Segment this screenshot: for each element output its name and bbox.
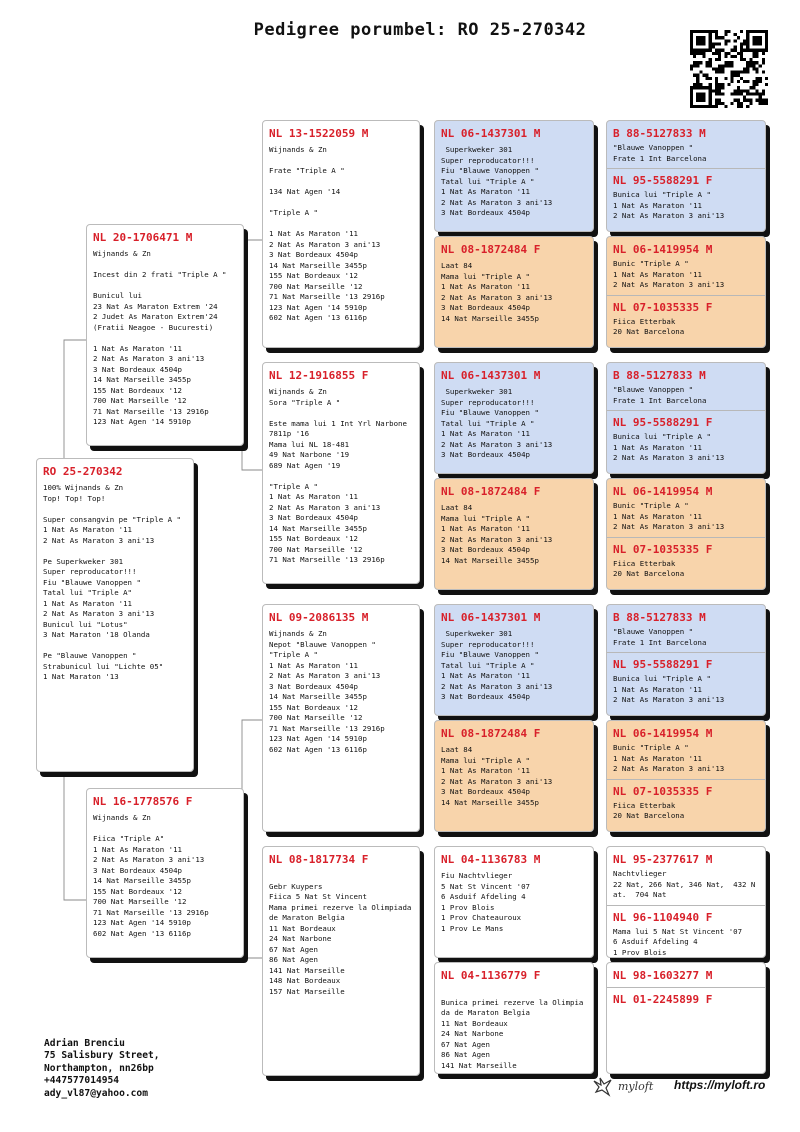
pedigree-line: 3 Nat Bordeaux 4504p bbox=[441, 303, 530, 312]
pedigree-line: 1 Nat As Maraton '11 bbox=[441, 766, 530, 775]
pedigree-line: 14 Nat Marseille 3455p bbox=[93, 876, 191, 885]
pedigree-line: 123 Nat Agen '14 5910p bbox=[269, 302, 367, 312]
great-great-grandparents-card bbox=[606, 604, 766, 716]
pedigree-line: Bunica primei rezerve la Olimpia bbox=[441, 997, 584, 1007]
great-grandparent-card bbox=[434, 478, 594, 590]
pedigree-line: Incest din 2 frati "Triple A " bbox=[93, 270, 227, 279]
sire-card bbox=[86, 224, 244, 446]
great-great-grandparents-card bbox=[606, 236, 766, 348]
pedigree-line: 2 Nat As Maraton 3 ani'13 bbox=[441, 776, 553, 786]
card-divider bbox=[607, 295, 765, 296]
pedigree-line bbox=[93, 281, 238, 292]
pedigree-line: 602 Nat Agen '13 6116p bbox=[93, 928, 191, 938]
great-great-grandparents-card bbox=[606, 362, 766, 474]
ring-number: NL 06-1437301 M bbox=[441, 611, 541, 624]
pedigree-line: 148 Nat Bordeaux bbox=[269, 976, 341, 985]
pedigree-line: 123 Nat Agen '14 5910p bbox=[93, 918, 191, 927]
pedigree-line: 2 Nat As Maraton 3 ani'13 bbox=[43, 609, 155, 618]
pedigree-line: "Triple A " bbox=[269, 650, 318, 659]
pedigree-line bbox=[43, 504, 188, 515]
pedigree-line: 14 Nat Marseille 3455p bbox=[441, 797, 539, 807]
pedigree-line: "Triple A " bbox=[269, 208, 318, 217]
pedigree-line: Fiu "Blauwe Vanoppen " bbox=[441, 650, 539, 659]
page-title: Pedigree porumbel: RO 25-270342 bbox=[253, 20, 587, 40]
pedigree-line: 602 Nat Agen '13 6116p bbox=[269, 744, 367, 754]
pedigree-line: Fiica 5 Nat St Vincent bbox=[269, 892, 367, 901]
pedigree-line: Fiica Etterbak bbox=[613, 800, 676, 810]
pedigree-line: 1 Nat As Maraton '11 bbox=[93, 343, 182, 353]
pedigree-line bbox=[269, 177, 414, 188]
pedigree-line: Super reproducator!!! bbox=[441, 155, 535, 165]
connector-line bbox=[242, 720, 262, 958]
pedigree-line: 1 Nat As Maraton '11 bbox=[613, 684, 702, 694]
pedigree-line: Super reproducator!!! bbox=[441, 639, 535, 649]
pedigree-line: Laat 84 bbox=[441, 261, 473, 270]
pedigree-line: Bunic "Triple A " bbox=[613, 501, 689, 510]
pedigree-line: 2 Nat As Maraton 3 ani'13 bbox=[613, 280, 725, 289]
pedigree-line: 67 Nat Agen bbox=[441, 1039, 490, 1049]
pedigree-line: Fiu "Blauwe Vanoppen " bbox=[441, 166, 539, 175]
pedigree-line: 1 Nat Maraton '13 bbox=[43, 672, 119, 681]
ring-number: NL 08-1872484 F bbox=[441, 727, 541, 740]
great-grandparent-card bbox=[434, 962, 594, 1074]
pedigree-line: 3 Nat Bordeaux 4504p bbox=[441, 545, 530, 554]
pedigree-line: 155 Nat Bordeaux '12 bbox=[269, 534, 358, 543]
ring-number: NL 06-1437301 M bbox=[441, 127, 541, 140]
pedigree-line: Nachtvlieger bbox=[613, 869, 667, 878]
pedigree-line: 157 Nat Marseille bbox=[269, 986, 345, 996]
pedigree-line: 14 Nat Marseille 3455p bbox=[269, 523, 367, 533]
pedigree-line: Strabunicul lui "Lichte 05" bbox=[43, 661, 164, 671]
pedigree-line: Wijnands & Zn bbox=[93, 249, 151, 258]
pedigree-line: Laat 84 bbox=[441, 503, 473, 512]
dam-card bbox=[86, 788, 244, 958]
great-grandparent-card bbox=[434, 362, 594, 474]
owner-phone: +447577014954 bbox=[44, 1075, 120, 1087]
ring-number: NL 08-1817734 F bbox=[269, 853, 369, 866]
pedigree-line: 2 Nat As Maraton 3 ani'13 bbox=[93, 354, 205, 363]
pedigree-line: Frate 1 Int Barcelona bbox=[613, 395, 707, 405]
ring-number: NL 06-1419954 M bbox=[613, 727, 713, 740]
pedigree-line: 3 Nat Maraton '18 Olanda bbox=[43, 630, 150, 639]
card-divider bbox=[607, 905, 765, 906]
grandparent-card bbox=[262, 362, 420, 584]
pedigree-line: 134 Nat Agen '14 bbox=[269, 187, 341, 196]
pedigree-line: Super consangvin pe "Triple A " bbox=[43, 514, 181, 524]
great-grandparent-card bbox=[434, 604, 594, 716]
ring-number: NL 04-1136779 F bbox=[441, 969, 541, 982]
ring-number: NL 12-1916855 F bbox=[269, 369, 369, 382]
pedigree-line: 71 Nat Marseille '13 2916p bbox=[93, 907, 209, 917]
ring-number: NL 04-1136783 M bbox=[441, 853, 541, 866]
pedigree-line bbox=[93, 333, 238, 344]
pedigree-line: 155 Nat Bordeaux '12 bbox=[269, 271, 358, 280]
pedigree-line: "Triple A " bbox=[269, 481, 318, 491]
ring-number: RO 25-270342 bbox=[43, 465, 123, 478]
pedigree-line: Fiu "Blauwe Vanoppen " bbox=[441, 408, 539, 417]
pedigree-line: da de Maraton Belgia bbox=[441, 1008, 530, 1017]
great-grandparent-card bbox=[434, 120, 594, 232]
pedigree-line: 2 Nat As Maraton 3 ani'13 bbox=[441, 534, 553, 544]
pedigree-line: Sora "Triple A " bbox=[269, 397, 341, 407]
ring-number: NL 08-1872484 F bbox=[441, 243, 541, 256]
pedigree-line bbox=[93, 824, 238, 835]
ring-number: NL 96-1104940 F bbox=[613, 910, 713, 924]
pedigree-line: 2 Nat As Maraton 3 ani'13 bbox=[613, 453, 725, 462]
pedigree-line: Fiu Nachtvlieger bbox=[441, 871, 513, 880]
owner-address-2: Northampton, nn26bp bbox=[44, 1062, 154, 1074]
card-divider bbox=[607, 168, 765, 169]
ring-number: B 88-5127833 M bbox=[613, 369, 706, 382]
pedigree-line: 14 Nat Marseille 3455p bbox=[269, 692, 367, 701]
great-grandparent-card bbox=[434, 236, 594, 348]
pedigree-line: 14 Nat Marseille 3455p bbox=[269, 260, 367, 270]
ring-number: NL 20-1706471 M bbox=[93, 231, 193, 244]
pedigree-line: Nepot "Blauwe Vanoppen " bbox=[269, 639, 376, 649]
owner-email[interactable]: ady_vl87@yahoo.com bbox=[44, 1087, 148, 1099]
ring-number: NL 06-1419954 M bbox=[613, 243, 713, 256]
pedigree-line: 2 Nat As Maraton 3 ani'13 bbox=[613, 522, 725, 531]
pedigree-line: 3 Nat Bordeaux 4504p bbox=[269, 513, 358, 522]
pedigree-line: 1 Nat As Maraton '11 bbox=[269, 229, 358, 238]
pedigree-line: 1 Nat As Maraton '11 bbox=[613, 442, 702, 452]
pedigree-line: 7811p '16 bbox=[269, 429, 310, 438]
pedigree-line: 20 Nat Barcelona bbox=[613, 327, 685, 336]
pedigree-line: 700 Nat Marseille '12 bbox=[269, 281, 363, 291]
pedigree-line: Mama lui 5 Nat St Vincent '07 bbox=[613, 926, 743, 936]
pedigree-line: Tatal lui "Triple A" bbox=[43, 588, 132, 597]
ring-number: NL 07-1035335 F bbox=[613, 542, 713, 556]
pedigree-line: 1 Nat As Maraton '11 bbox=[441, 429, 530, 438]
pedigree-line: Bunicul lui "Lotus" bbox=[43, 619, 128, 629]
pedigree-line: 689 Nat Agen '19 bbox=[269, 460, 341, 470]
ring-number: NL 95-5588291 F bbox=[613, 658, 713, 671]
pedigree-line: 602 Nat Agen '13 6116p bbox=[269, 313, 367, 322]
pedigree-line: 100% Wijnands & Zn bbox=[43, 483, 124, 492]
ring-number: NL 07-1035335 F bbox=[613, 300, 713, 314]
ring-number: NL 95-5588291 F bbox=[613, 174, 713, 187]
pedigree-line: 1 Prov Blois bbox=[441, 902, 495, 912]
ring-number: NL 01-2245899 F bbox=[613, 993, 713, 1006]
pedigree-line: 1 Nat As Maraton '11 bbox=[269, 660, 358, 670]
pedigree-line bbox=[269, 219, 414, 230]
pedigree-line: 2 Nat As Maraton 3 ani'13 bbox=[269, 502, 381, 512]
pedigree-line: 1 Nat As Maraton '11 bbox=[613, 753, 702, 763]
pedigree-line: 1 Prov Blois bbox=[613, 947, 667, 957]
ring-number: B 88-5127833 M bbox=[613, 611, 706, 624]
pedigree-line: Mama lui NL 18-481 bbox=[269, 439, 350, 449]
pedigree-line: "Blauwe Vanoppen " bbox=[613, 143, 694, 152]
ring-number: NL 16-1778576 F bbox=[93, 795, 193, 808]
pedigree-line: 155 Nat Bordeaux '12 bbox=[269, 702, 358, 712]
pedigree-line: Wijnands & Zn bbox=[269, 145, 327, 154]
pedigree-line: 23 Nat As Maraton Extrem '24 bbox=[93, 301, 218, 311]
ring-number: NL 06-1419954 M bbox=[613, 485, 713, 498]
pedigree-line: 2 Judet As Maraton Extrem'24 bbox=[93, 312, 218, 321]
pedigree-line bbox=[441, 987, 588, 998]
pedigree-line: Top! Top! Top! bbox=[43, 493, 106, 503]
owner-contact bbox=[44, 1038, 160, 1100]
pedigree-line: 71 Nat Marseille '13 2916p bbox=[269, 723, 385, 733]
pedigree-line: 1 Prov Chateauroux bbox=[441, 913, 522, 922]
pedigree-line: 1 Nat As Maraton '11 bbox=[93, 844, 182, 854]
pedigree-line: 1 Nat As Maraton '11 bbox=[43, 598, 132, 608]
pedigree-line: 71 Nat Marseille '13 2916p bbox=[269, 555, 385, 564]
pedigree-line: 2 Nat As Maraton 3 ani'13 bbox=[613, 695, 725, 704]
great-grandparent-card bbox=[434, 720, 594, 832]
pedigree-line: 3 Nat Bordeaux 4504p bbox=[441, 692, 530, 701]
pedigree-line: Tatal lui "Triple A " bbox=[441, 418, 535, 428]
pedigree-line: 3 Nat Bordeaux 4504p bbox=[441, 450, 530, 459]
pedigree-line bbox=[269, 408, 414, 419]
pedigree-line: 1 Nat As Maraton '11 bbox=[613, 200, 702, 210]
pedigree-line bbox=[269, 198, 414, 209]
pedigree-line: Super reproducator!!! bbox=[43, 567, 137, 576]
pedigree-line: 2 Nat As Maraton 3 ani'13 bbox=[441, 439, 553, 449]
pedigree-line: 1 Prov Le Mans bbox=[441, 923, 504, 933]
brand-url[interactable]: https://myloft.ro bbox=[674, 1078, 766, 1092]
card-divider bbox=[607, 410, 765, 411]
great-great-grandparents-card bbox=[606, 478, 766, 590]
pedigree-line: 2 Nat As Maraton 3 ani'13 bbox=[441, 197, 553, 207]
pedigree-line: 2 Nat As Maraton 3 ani'13 bbox=[441, 292, 553, 302]
pedigree-line: 2 Nat As Maraton 3 ani'13 bbox=[269, 671, 381, 680]
ring-number: B 88-5127833 M bbox=[613, 127, 706, 140]
pedigree-line: Mama lui "Triple A " bbox=[441, 755, 530, 765]
pedigree-line: 3 Nat Bordeaux 4504p bbox=[269, 250, 358, 259]
pedigree-line: Bunica lui "Triple A " bbox=[613, 432, 711, 441]
pedigree-line: 3 Nat Bordeaux 4504p bbox=[441, 787, 530, 796]
pedigree-line: 71 Nat Marseille '13 2916p bbox=[269, 292, 385, 301]
pedigree-line: Pe Superkweker 301 bbox=[43, 556, 124, 566]
grandparent-card bbox=[262, 846, 420, 1076]
pedigree-line bbox=[93, 260, 238, 271]
pedigree-line: 20 Nat Barcelona bbox=[613, 569, 685, 578]
pedigree-line: 1 Nat As Maraton '11 bbox=[441, 671, 530, 680]
great-great-grandparents-card bbox=[606, 962, 766, 1074]
pedigree-line: 1 Nat As Maraton '11 bbox=[441, 187, 530, 196]
ring-number: NL 08-1872484 F bbox=[441, 485, 541, 498]
pedigree-line: 14 Nat Marseille 3455p bbox=[441, 555, 539, 565]
grandparent-card bbox=[262, 120, 420, 348]
pedigree-line bbox=[269, 871, 414, 882]
pedigree-line: 700 Nat Marseille '12 bbox=[93, 897, 187, 906]
pedigree-line: Fiica Etterbak bbox=[613, 558, 676, 568]
pedigree-line: Bunica lui "Triple A " bbox=[613, 674, 711, 683]
pedigree-line: 141 Nat Marseille bbox=[441, 1060, 517, 1070]
great-great-grandparents-card bbox=[606, 720, 766, 832]
ring-number: NL 13-1522059 M bbox=[269, 127, 369, 140]
pedigree-line: 2 Nat As Maraton 3 ani'13 bbox=[93, 855, 205, 864]
pedigree-line: Wijnands & Zn bbox=[269, 387, 327, 396]
pedigree-line: 11 Nat Bordeaux bbox=[269, 923, 336, 933]
pedigree-line: 1 Nat As Maraton '11 bbox=[613, 269, 702, 279]
pedigree-line: 3 Nat Bordeaux 4504p bbox=[269, 681, 358, 691]
pedigree-line bbox=[269, 156, 414, 167]
pedigree-line: 2 Nat As Maraton 3 ani'13 bbox=[613, 211, 725, 220]
pedigree-line: 2 Nat As Maraton 3 ani'13 bbox=[43, 535, 155, 545]
pedigree-line: 22 Nat, 266 Nat, 346 Nat, 432 N bbox=[613, 879, 756, 889]
pedigree-line: 2 Nat As Maraton 3 ani'13 bbox=[613, 764, 725, 773]
pedigree-line: 123 Nat Agen '14 5910p bbox=[93, 417, 191, 426]
pedigree-line: 1 Nat As Maraton '11 bbox=[269, 492, 358, 501]
pedigree-line: 71 Nat Marseille '13 2916p bbox=[93, 406, 209, 416]
pedigree-line: 86 Nat Agen bbox=[269, 955, 318, 964]
pedigree-line: 11 Nat Bordeaux bbox=[441, 1018, 508, 1028]
pedigree-line: Wijnands & Zn bbox=[93, 813, 151, 822]
pedigree-line bbox=[43, 641, 188, 652]
pedigree-line: 24 Nat Narbone bbox=[269, 934, 332, 943]
pedigree-line: 3 Nat Bordeaux 4504p bbox=[441, 208, 530, 217]
pedigree-line bbox=[269, 471, 414, 482]
ring-number: NL 98-1603277 M bbox=[613, 969, 713, 982]
ring-number: NL 95-2377617 M bbox=[613, 853, 713, 866]
pedigree-line: Wijnands & Zn bbox=[269, 629, 327, 638]
pedigree-line: Bunicul lui bbox=[93, 291, 142, 300]
pedigree-line: 14 Nat Marseille 3455p bbox=[93, 375, 191, 384]
pedigree-line: Frate 1 Int Barcelona bbox=[613, 637, 707, 647]
pedigree-line: 6 Asduif Afdeling 4 bbox=[613, 937, 698, 946]
pedigree-line: 155 Nat Bordeaux '12 bbox=[93, 385, 182, 395]
pedigree-line: 141 Nat Marseille bbox=[269, 965, 345, 975]
pedigree-line: Pe "Blauwe Vanoppen " bbox=[43, 651, 137, 660]
great-great-grandparents-card bbox=[606, 120, 766, 232]
great-grandparent-card bbox=[434, 846, 594, 958]
pedigree-line: 24 Nat Narbone bbox=[441, 1029, 504, 1038]
pedigree-line: Bunic "Triple A " bbox=[613, 743, 689, 752]
pedigree-line: Tatal lui "Triple A " bbox=[441, 176, 535, 186]
pedigree-line: Fiu "Blauwe Vanoppen " bbox=[43, 577, 141, 587]
pedigree-line: 1 Nat As Maraton '11 bbox=[441, 524, 530, 533]
pedigree-line: Frate 1 Int Barcelona bbox=[613, 153, 707, 163]
pedigree-line: 3 Nat Bordeaux 4504p bbox=[93, 865, 182, 875]
card-divider bbox=[607, 987, 765, 988]
pedigree-line: Superkweker 301 bbox=[441, 145, 513, 154]
pedigree-line: Superkweker 301 bbox=[441, 387, 513, 396]
pedigree-line: 3 Nat Bordeaux 4504p bbox=[93, 364, 182, 374]
pedigree-line: Fiica Etterbak bbox=[613, 316, 676, 326]
pedigree-line: de Maraton Belgia bbox=[269, 913, 345, 922]
brand-logo bbox=[592, 1074, 653, 1098]
pedigree-line: Bunic "Triple A " bbox=[613, 259, 689, 268]
bird-logo-icon bbox=[592, 1075, 614, 1097]
pedigree-line: Gebr Kuypers bbox=[269, 881, 323, 891]
pedigree-line: Mama lui "Triple A " bbox=[441, 271, 530, 281]
pedigree-line: (Fratii Neagoe - Bucuresti) bbox=[93, 322, 214, 332]
pedigree-line: 1 Nat As Maraton '11 bbox=[613, 511, 702, 521]
pedigree-line: 2 Nat As Maraton 3 ani'13 bbox=[269, 239, 381, 249]
pedigree-line: Bunica lui "Triple A " bbox=[613, 190, 711, 199]
subject-card bbox=[36, 458, 194, 772]
ring-number: NL 07-1035335 F bbox=[613, 784, 713, 798]
pedigree-line: 86 Nat Agen bbox=[441, 1050, 490, 1059]
pedigree-line: 123 Nat Agen '14 5910p bbox=[269, 734, 367, 743]
pedigree-line: Mama lui "Triple A " bbox=[441, 513, 530, 523]
card-divider bbox=[607, 652, 765, 653]
pedigree-line: Mama primei rezerve la Olimpiada bbox=[269, 902, 412, 912]
pedigree-line: Laat 84 bbox=[441, 745, 473, 754]
ring-number: NL 09-2086135 M bbox=[269, 611, 369, 624]
pedigree-line: Tatal lui "Triple A " bbox=[441, 660, 535, 670]
pedigree-line: 700 Nat Marseille '12 bbox=[269, 713, 363, 722]
great-great-grandparents-card bbox=[606, 846, 766, 958]
pedigree-line: 1 Nat As Maraton '11 bbox=[441, 282, 530, 291]
pedigree-line: Super reproducator!!! bbox=[441, 397, 535, 407]
pedigree-line: 6 Asduif Afdeling 4 bbox=[441, 892, 526, 901]
owner-name: Adrian Brenciu bbox=[44, 1038, 125, 1049]
pedigree-line: 20 Nat Barcelona bbox=[613, 811, 685, 820]
grandparent-card bbox=[262, 604, 420, 832]
pedigree-line: 700 Nat Marseille '12 bbox=[93, 396, 187, 405]
pedigree-line: 155 Nat Bordeaux '12 bbox=[93, 886, 182, 896]
pedigree-line: 5 Nat St Vincent '07 bbox=[441, 881, 530, 891]
pedigree-line: Frate "Triple A " bbox=[269, 166, 345, 175]
pedigree-line: "Blauwe Vanoppen " bbox=[613, 627, 694, 636]
pedigree-line: 1 Nat As Maraton '11 bbox=[43, 525, 132, 534]
connector-line bbox=[242, 240, 262, 470]
pedigree-line: Fiica "Triple A" bbox=[93, 834, 165, 843]
brand-logo-text: myloft bbox=[618, 1079, 654, 1093]
pedigree-line: 14 Nat Marseille 3455p bbox=[441, 313, 539, 323]
pedigree-line: 49 Nat Narbone '19 bbox=[269, 450, 350, 459]
pedigree-line: 2 Nat As Maraton 3 ani'13 bbox=[441, 681, 553, 691]
pedigree-line: at. 704 Nat bbox=[613, 890, 667, 899]
owner-address-1: 75 Salisbury Street, bbox=[44, 1050, 160, 1062]
ring-number: NL 06-1437301 M bbox=[441, 369, 541, 382]
pedigree-line: "Blauwe Vanoppen " bbox=[613, 385, 694, 394]
card-divider bbox=[607, 779, 765, 780]
pedigree-line bbox=[43, 546, 188, 557]
ring-number: NL 95-5588291 F bbox=[613, 416, 713, 429]
pedigree-line: 67 Nat Agen bbox=[269, 944, 318, 954]
pedigree-line: 700 Nat Marseille '12 bbox=[269, 544, 363, 554]
card-divider bbox=[607, 537, 765, 538]
pedigree-line: Superkweker 301 bbox=[441, 629, 513, 638]
pedigree-line: Este mama lui 1 Int Yrl Narbone bbox=[269, 418, 407, 428]
